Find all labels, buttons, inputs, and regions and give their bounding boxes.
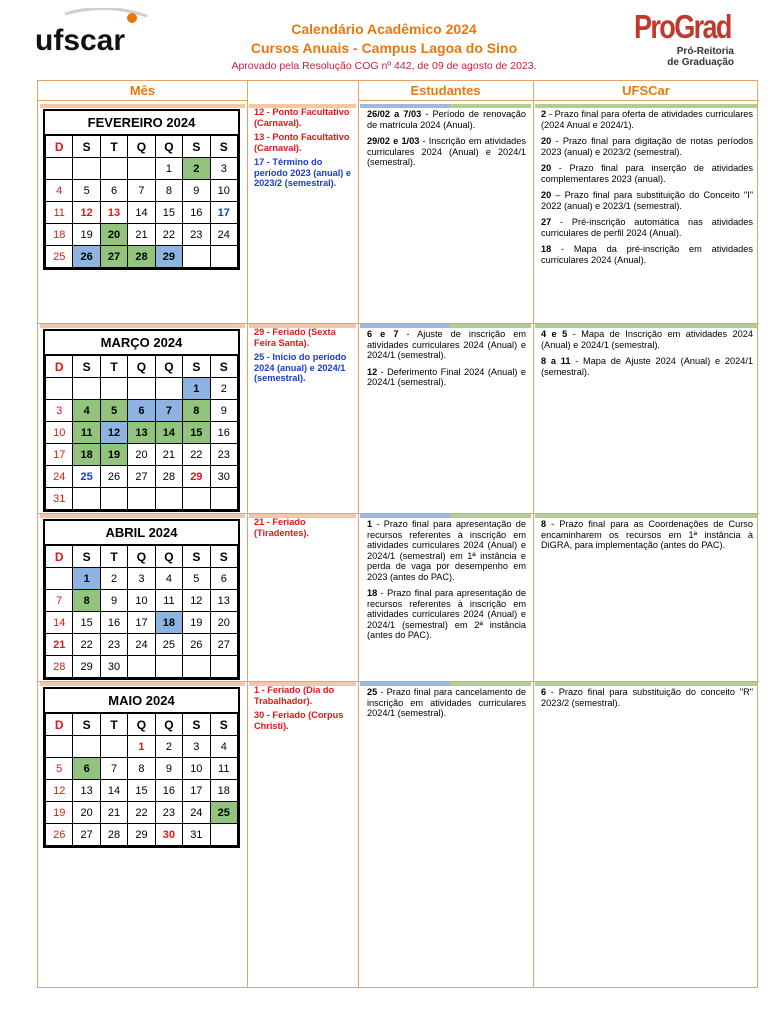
weekday-header: S — [183, 136, 210, 158]
event-item — [541, 163, 753, 184]
event-date: 20 — [541, 190, 552, 200]
weekday-header: Q — [155, 546, 182, 568]
event-item — [541, 136, 753, 157]
section-color-bar — [40, 324, 245, 328]
weekday-header: Q — [155, 356, 182, 378]
calendar-day: 16 — [210, 422, 237, 444]
section-color-bar — [450, 682, 531, 686]
event-date: 12 — [367, 366, 378, 377]
calendar-day: 14 — [46, 612, 73, 634]
calendar-day: 2 — [155, 736, 182, 758]
calendar-day: 19 — [73, 224, 100, 246]
calendar-empty-cell — [46, 378, 73, 400]
weekday-header: D — [46, 546, 73, 568]
calendar-day: 25 — [210, 802, 237, 824]
ufscar-events — [541, 687, 753, 714]
calendar-empty-cell — [73, 378, 100, 400]
event-date: 27 — [541, 217, 552, 227]
calendar-day: 2 — [183, 158, 210, 180]
calendar-day: 14 — [100, 780, 127, 802]
event-date: 2 — [541, 109, 547, 119]
calendar-day: 16 — [155, 780, 182, 802]
event-text: - Mapa de Inscrição em atividades 2024 (Anual) e 2024/1 (semestral). — [541, 329, 753, 350]
calendar-empty-cell — [155, 656, 182, 678]
weekday-header: S — [73, 546, 100, 568]
calendar-day: 24 — [183, 802, 210, 824]
weekday-header: D — [46, 714, 73, 736]
calendar-day: 6 — [210, 568, 237, 590]
weekday-header: Q — [155, 714, 182, 736]
calendar-day: 15 — [183, 422, 210, 444]
weekday-header: S — [73, 714, 100, 736]
holiday-notes — [254, 517, 354, 542]
section-color-bar — [450, 514, 531, 518]
calendar-day: 25 — [73, 466, 100, 488]
event-item — [541, 519, 753, 551]
event-item — [367, 136, 526, 168]
weekday-header: T — [100, 356, 127, 378]
holiday-note: 25 - Início do período 2024 (anual) e 2024/1 (semestral). — [254, 352, 347, 383]
calendar-day: 3 — [128, 568, 155, 590]
calendar-day: 12 — [100, 422, 127, 444]
calendar-day: 28 — [128, 246, 155, 268]
calendar-empty-cell — [128, 488, 155, 510]
event-item — [541, 687, 753, 708]
prograd-sub-line1: Pró-Reitoria — [676, 46, 734, 57]
calendar-day: 3 — [46, 400, 73, 422]
event-date: 29/02 e 1/03 — [367, 136, 420, 146]
calendar-day: 21 — [155, 444, 182, 466]
weekday-header: S — [183, 714, 210, 736]
calendar-day: 5 — [183, 568, 210, 590]
calendar-day: 3 — [183, 736, 210, 758]
calendar-day: 3 — [210, 158, 237, 180]
calendar-day: 28 — [155, 466, 182, 488]
weekday-header: T — [100, 714, 127, 736]
calendar-empty-cell — [210, 246, 237, 268]
holiday-notes — [254, 685, 354, 735]
calendar-empty-cell — [210, 824, 237, 846]
calendar-empty-cell — [73, 488, 100, 510]
calendar-empty-cell — [128, 656, 155, 678]
calendar-day: 15 — [128, 780, 155, 802]
calendar-day: 30 — [155, 824, 182, 846]
ufscar-events — [541, 519, 753, 557]
calendar-day: 5 — [46, 758, 73, 780]
calendar-day: 4 — [210, 736, 237, 758]
section-color-bar — [450, 104, 531, 108]
event-item — [541, 329, 753, 350]
section-color-bar — [450, 324, 531, 328]
event-text: - Pré-inscrição automática nas atividades curriculares de perfil 2024 (Anual). — [541, 217, 753, 238]
calendar-day: 19 — [46, 802, 73, 824]
calendar-day: 13 — [210, 590, 237, 612]
event-text: - Prazo final para digitação de notas períodos 2023 (anual) e 2023/2 (semestral). — [541, 136, 753, 157]
event-date: 25 — [367, 687, 378, 697]
section-color-bar — [360, 514, 450, 518]
calendar-day: 29 — [155, 246, 182, 268]
calendar-day: 6 — [128, 400, 155, 422]
calendar-day: 30 — [100, 656, 127, 678]
calendar-day: 1 — [155, 158, 182, 180]
calendar-day: 17 — [210, 202, 237, 224]
calendar-day: 30 — [210, 466, 237, 488]
column-header-ufscar: UFSCar — [533, 81, 759, 101]
calendar-grid — [37, 80, 758, 988]
calendar-day: 18 — [46, 224, 73, 246]
event-date: 18 — [541, 244, 552, 254]
section-color-bar — [360, 104, 450, 108]
calendar-day: 26 — [73, 246, 100, 268]
weekday-header: S — [210, 714, 237, 736]
month-title: MAIO 2024 — [45, 689, 238, 713]
calendar-empty-cell — [46, 568, 73, 590]
section-color-bar — [535, 104, 757, 108]
weekday-header: S — [73, 136, 100, 158]
event-text: - Prazo final para apresentação de recursos referentes à inscrição em atividades curriculares 2024 (Anual) e 2024/1 (semestral) em 2ª instância (antes do PAC). — [367, 588, 526, 640]
calendar-day: 12 — [183, 590, 210, 612]
event-date: 18 — [367, 588, 378, 598]
calendar-empty-cell — [46, 736, 73, 758]
student-events — [367, 109, 526, 174]
calendar-day: 10 — [183, 758, 210, 780]
weekday-header: T — [100, 136, 127, 158]
section-color-bar — [535, 514, 757, 518]
event-text: - Deferimento Final 2024 (Anual) e 2024/1 (semestral). — [367, 366, 526, 387]
month-section — [38, 681, 759, 989]
calendar-day: 12 — [73, 202, 100, 224]
calendar-day: 6 — [73, 758, 100, 780]
event-text: - Prazo final para cancelamento de inscrição em atividades curriculares 2024/1 (semestral). — [367, 687, 526, 718]
calendar-day: 11 — [46, 202, 73, 224]
calendar-day: 1 — [183, 378, 210, 400]
calendar-day: 29 — [73, 656, 100, 678]
calendar-day: 10 — [210, 180, 237, 202]
section-color-bar — [535, 324, 757, 328]
calendar-day: 28 — [46, 656, 73, 678]
event-text: - Prazo final para apresentação de recursos referentes à inscrição em atividades curriculares 2024 (Anual) e 2024/1 (semestral) em 1ª instância e perda de vaga por desempenho em 2023 (antes do PAC). — [367, 519, 526, 582]
weekday-header: S — [210, 356, 237, 378]
calendar-day: 20 — [128, 444, 155, 466]
event-date: 8 a 11 — [541, 356, 571, 366]
weekday-header: S — [73, 356, 100, 378]
calendar-day: 9 — [183, 180, 210, 202]
calendar-day: 20 — [73, 802, 100, 824]
calendar-day: 27 — [210, 634, 237, 656]
event-text: - Inscrição em atividades curriculares 2024 (Anual) e 2024/1 (semestral). — [367, 136, 527, 167]
weekday-header: S — [183, 546, 210, 568]
calendar-empty-cell — [183, 656, 210, 678]
calendar-day: 10 — [46, 422, 73, 444]
calendar-day: 23 — [100, 634, 127, 656]
holiday-note: 12 - Ponto Facultativo (Carnaval). — [254, 107, 350, 128]
calendar-day: 9 — [155, 758, 182, 780]
month-title: MARÇO 2024 — [45, 331, 238, 355]
calendar-empty-cell — [155, 488, 182, 510]
event-text: - Prazo final para as Coordenações de Curso encaminharem os recursos em 1ª instância à DiGRA, para implementação (antes do PAC). — [541, 519, 753, 550]
calendar-day: 11 — [210, 758, 237, 780]
calendar-day: 27 — [73, 824, 100, 846]
weekday-header: Q — [155, 136, 182, 158]
event-date: 4 e 5 — [541, 329, 568, 339]
calendar-day: 22 — [73, 634, 100, 656]
ufscar-events — [541, 109, 753, 271]
calendar-day: 26 — [183, 634, 210, 656]
calendar-empty-cell — [73, 736, 100, 758]
calendar-day: 15 — [155, 202, 182, 224]
calendar-day: 18 — [73, 444, 100, 466]
event-item — [541, 244, 753, 265]
calendar-day: 20 — [100, 224, 127, 246]
weekday-header: S — [183, 356, 210, 378]
section-color-bar — [535, 682, 757, 686]
calendar-empty-cell — [100, 378, 127, 400]
calendar-day: 10 — [128, 590, 155, 612]
calendar-empty-cell — [128, 378, 155, 400]
section-color-bar — [40, 682, 245, 686]
calendar-day: 9 — [100, 590, 127, 612]
calendar-day: 4 — [46, 180, 73, 202]
section-color-bar — [360, 682, 450, 686]
calendar-day: 13 — [73, 780, 100, 802]
calendar-day: 21 — [100, 802, 127, 824]
calendar-day: 23 — [210, 444, 237, 466]
student-events — [367, 519, 526, 647]
calendar-day: 13 — [100, 202, 127, 224]
event-date: 6 — [541, 687, 547, 697]
calendar-day: 24 — [128, 634, 155, 656]
ufscar-logo-text: ufscar — [35, 24, 126, 57]
event-date: 26/02 a 7/03 — [367, 109, 422, 119]
event-text: - Mapa de Ajuste 2024 (Anual) e 2024/1 (semestral). — [541, 356, 753, 377]
calendar-day: 7 — [100, 758, 127, 780]
prograd-sub-line2: de Graduação — [667, 57, 734, 68]
calendar-day: 8 — [73, 590, 100, 612]
calendar-day: 8 — [183, 400, 210, 422]
calendar-day: 18 — [155, 612, 182, 634]
event-date: 20 — [541, 163, 552, 173]
weekday-header: D — [46, 136, 73, 158]
calendar-day: 9 — [210, 400, 237, 422]
calendar-day: 1 — [128, 736, 155, 758]
event-date: 6 e 7 — [367, 329, 399, 339]
calendar-day: 25 — [46, 246, 73, 268]
calendar-day: 27 — [100, 246, 127, 268]
title-block — [200, 20, 568, 73]
calendar-day: 24 — [210, 224, 237, 246]
event-item — [541, 190, 753, 211]
calendar-day: 22 — [183, 444, 210, 466]
calendar-day: 31 — [183, 824, 210, 846]
calendar-day: 29 — [128, 824, 155, 846]
calendar-day: 23 — [183, 224, 210, 246]
weekday-header: S — [210, 136, 237, 158]
event-text: - Prazo final para inserção de atividades complementares 2023 (anual). — [541, 163, 753, 184]
calendar-day: 1 — [73, 568, 100, 590]
month-section — [38, 103, 759, 323]
calendar-empty-cell — [155, 378, 182, 400]
calendar-day: 22 — [128, 802, 155, 824]
calendar-day: 11 — [155, 590, 182, 612]
calendar-empty-cell — [183, 246, 210, 268]
event-item — [367, 109, 526, 130]
calendar-day: 19 — [100, 444, 127, 466]
calendar-day: 6 — [100, 180, 127, 202]
calendar-day: 14 — [128, 202, 155, 224]
calendar-day: 28 — [100, 824, 127, 846]
calendar-day: 5 — [100, 400, 127, 422]
event-text: - Mapa da pré-inscrição em atividades curriculares 2024 (Anual). — [541, 244, 753, 265]
page-subtitle: Cursos Anuais - Campus Lagoa do Sino — [250, 40, 518, 56]
prograd-logo-sub — [667, 46, 734, 68]
weekday-header: T — [100, 546, 127, 568]
calendar-empty-cell — [46, 158, 73, 180]
month-title: FEVEREIRO 2024 — [45, 111, 238, 135]
event-item — [541, 356, 753, 377]
column-header-mes: Mês — [38, 81, 247, 101]
calendar-empty-cell — [100, 488, 127, 510]
weekday-header: Q — [128, 714, 155, 736]
calendar-day: 17 — [46, 444, 73, 466]
calendar-day: 11 — [73, 422, 100, 444]
weekday-header: Q — [128, 136, 155, 158]
event-item — [367, 519, 526, 582]
calendar-day: 25 — [155, 634, 182, 656]
month-section — [38, 513, 759, 681]
calendar-day: 17 — [128, 612, 155, 634]
event-text: - Prazo final para substituição do conceito "R" 2023/2 (semestral). — [541, 687, 753, 708]
calendar-day: 29 — [183, 466, 210, 488]
ufscar-logo — [35, 8, 150, 58]
calendar-day: 5 — [73, 180, 100, 202]
month-calendar — [43, 687, 240, 848]
calendar-day: 8 — [155, 180, 182, 202]
section-color-bar — [40, 514, 245, 518]
prograd-logo — [634, 8, 744, 70]
event-item — [367, 367, 526, 388]
calendar-day: 16 — [100, 612, 127, 634]
holiday-note: 29 - Feriado (Sexta Feira Santa). — [254, 327, 336, 348]
event-date: 20 — [541, 136, 552, 146]
calendar-day: 16 — [183, 202, 210, 224]
calendar-day: 24 — [46, 466, 73, 488]
calendar-empty-cell — [100, 736, 127, 758]
calendar-empty-cell — [100, 158, 127, 180]
month-calendar — [43, 329, 240, 512]
holiday-note: 30 - Feriado (Corpus Christi). — [254, 710, 344, 731]
event-item — [367, 588, 526, 641]
calendar-empty-cell — [128, 158, 155, 180]
calendar-day: 26 — [100, 466, 127, 488]
month-title: ABRIL 2024 — [45, 521, 238, 545]
calendar-day: 17 — [183, 780, 210, 802]
event-text: - Ajuste de inscrição em atividades curriculares 2024 (Anual) e 2024/1 (semestral). — [367, 329, 526, 360]
calendar-day: 7 — [128, 180, 155, 202]
event-text: - Período de renovação de matrícula 2024 (Anual). — [367, 109, 526, 130]
calendar-day: 8 — [128, 758, 155, 780]
holiday-notes — [254, 327, 354, 388]
calendar-day: 7 — [155, 400, 182, 422]
calendar-empty-cell — [73, 158, 100, 180]
calendar-day: 14 — [155, 422, 182, 444]
calendar-day: 7 — [46, 590, 73, 612]
weekday-header: D — [46, 356, 73, 378]
calendar-day: 22 — [155, 224, 182, 246]
event-item — [367, 329, 526, 361]
calendar-day: 13 — [128, 422, 155, 444]
calendar-day: 2 — [210, 378, 237, 400]
approval-note: Aprovado pela Resolução COG nº 442, de 09 de agosto de 2023. — [231, 60, 537, 72]
calendar-day: 31 — [46, 488, 73, 510]
student-events — [367, 687, 526, 725]
ufscar-events — [541, 329, 753, 383]
event-date: 8 — [541, 519, 547, 529]
page-header — [0, 0, 768, 80]
holiday-note: 17 - Término do período 2023 (anual) e 2023/2 (semestral). — [254, 157, 352, 188]
event-date: 1 — [367, 519, 373, 529]
calendar-day: 19 — [183, 612, 210, 634]
section-color-bar — [360, 324, 450, 328]
page-title: Calendário Acadêmico 2024 — [291, 21, 477, 37]
calendar-day: 20 — [210, 612, 237, 634]
calendar-day: 12 — [46, 780, 73, 802]
calendar-empty-cell — [210, 656, 237, 678]
column-header-estudantes: Estudantes — [358, 81, 533, 101]
weekday-header: Q — [128, 546, 155, 568]
event-text: – Prazo final para substituição do Conceito "I" 2022 (anual) e 2023/1 (semestral). — [541, 190, 753, 211]
calendar-day: 18 — [210, 780, 237, 802]
calendar-day: 27 — [128, 466, 155, 488]
weekday-header: S — [210, 546, 237, 568]
calendar-day: 4 — [73, 400, 100, 422]
calendar-day: 2 — [100, 568, 127, 590]
calendar-day: 23 — [155, 802, 182, 824]
holiday-notes — [254, 107, 354, 193]
calendar-day: 26 — [46, 824, 73, 846]
calendar-empty-cell — [183, 488, 210, 510]
month-calendar — [43, 519, 240, 680]
calendar-day: 21 — [128, 224, 155, 246]
calendar-empty-cell — [210, 488, 237, 510]
prograd-logo-text: ProGrad — [634, 8, 731, 45]
event-text: - Prazo final para oferta de atividades curriculares (2024 Anual e 2024/1). — [541, 109, 753, 130]
calendar-day: 15 — [73, 612, 100, 634]
event-item — [541, 217, 753, 238]
holiday-note: 13 - Ponto Facultativo (Carnaval). — [254, 132, 350, 153]
student-events — [367, 329, 526, 394]
event-item — [541, 109, 753, 130]
holiday-note: 21 - Feriado (Tiradentes). — [254, 517, 309, 538]
event-item — [367, 687, 526, 719]
calendar-day: 21 — [46, 634, 73, 656]
month-calendar — [43, 109, 240, 270]
section-color-bar — [40, 104, 245, 108]
calendar-day: 4 — [155, 568, 182, 590]
month-section — [38, 323, 759, 513]
weekday-header: Q — [128, 356, 155, 378]
holiday-note: 1 - Feriado (Dia do Trabalhador). — [254, 685, 335, 706]
